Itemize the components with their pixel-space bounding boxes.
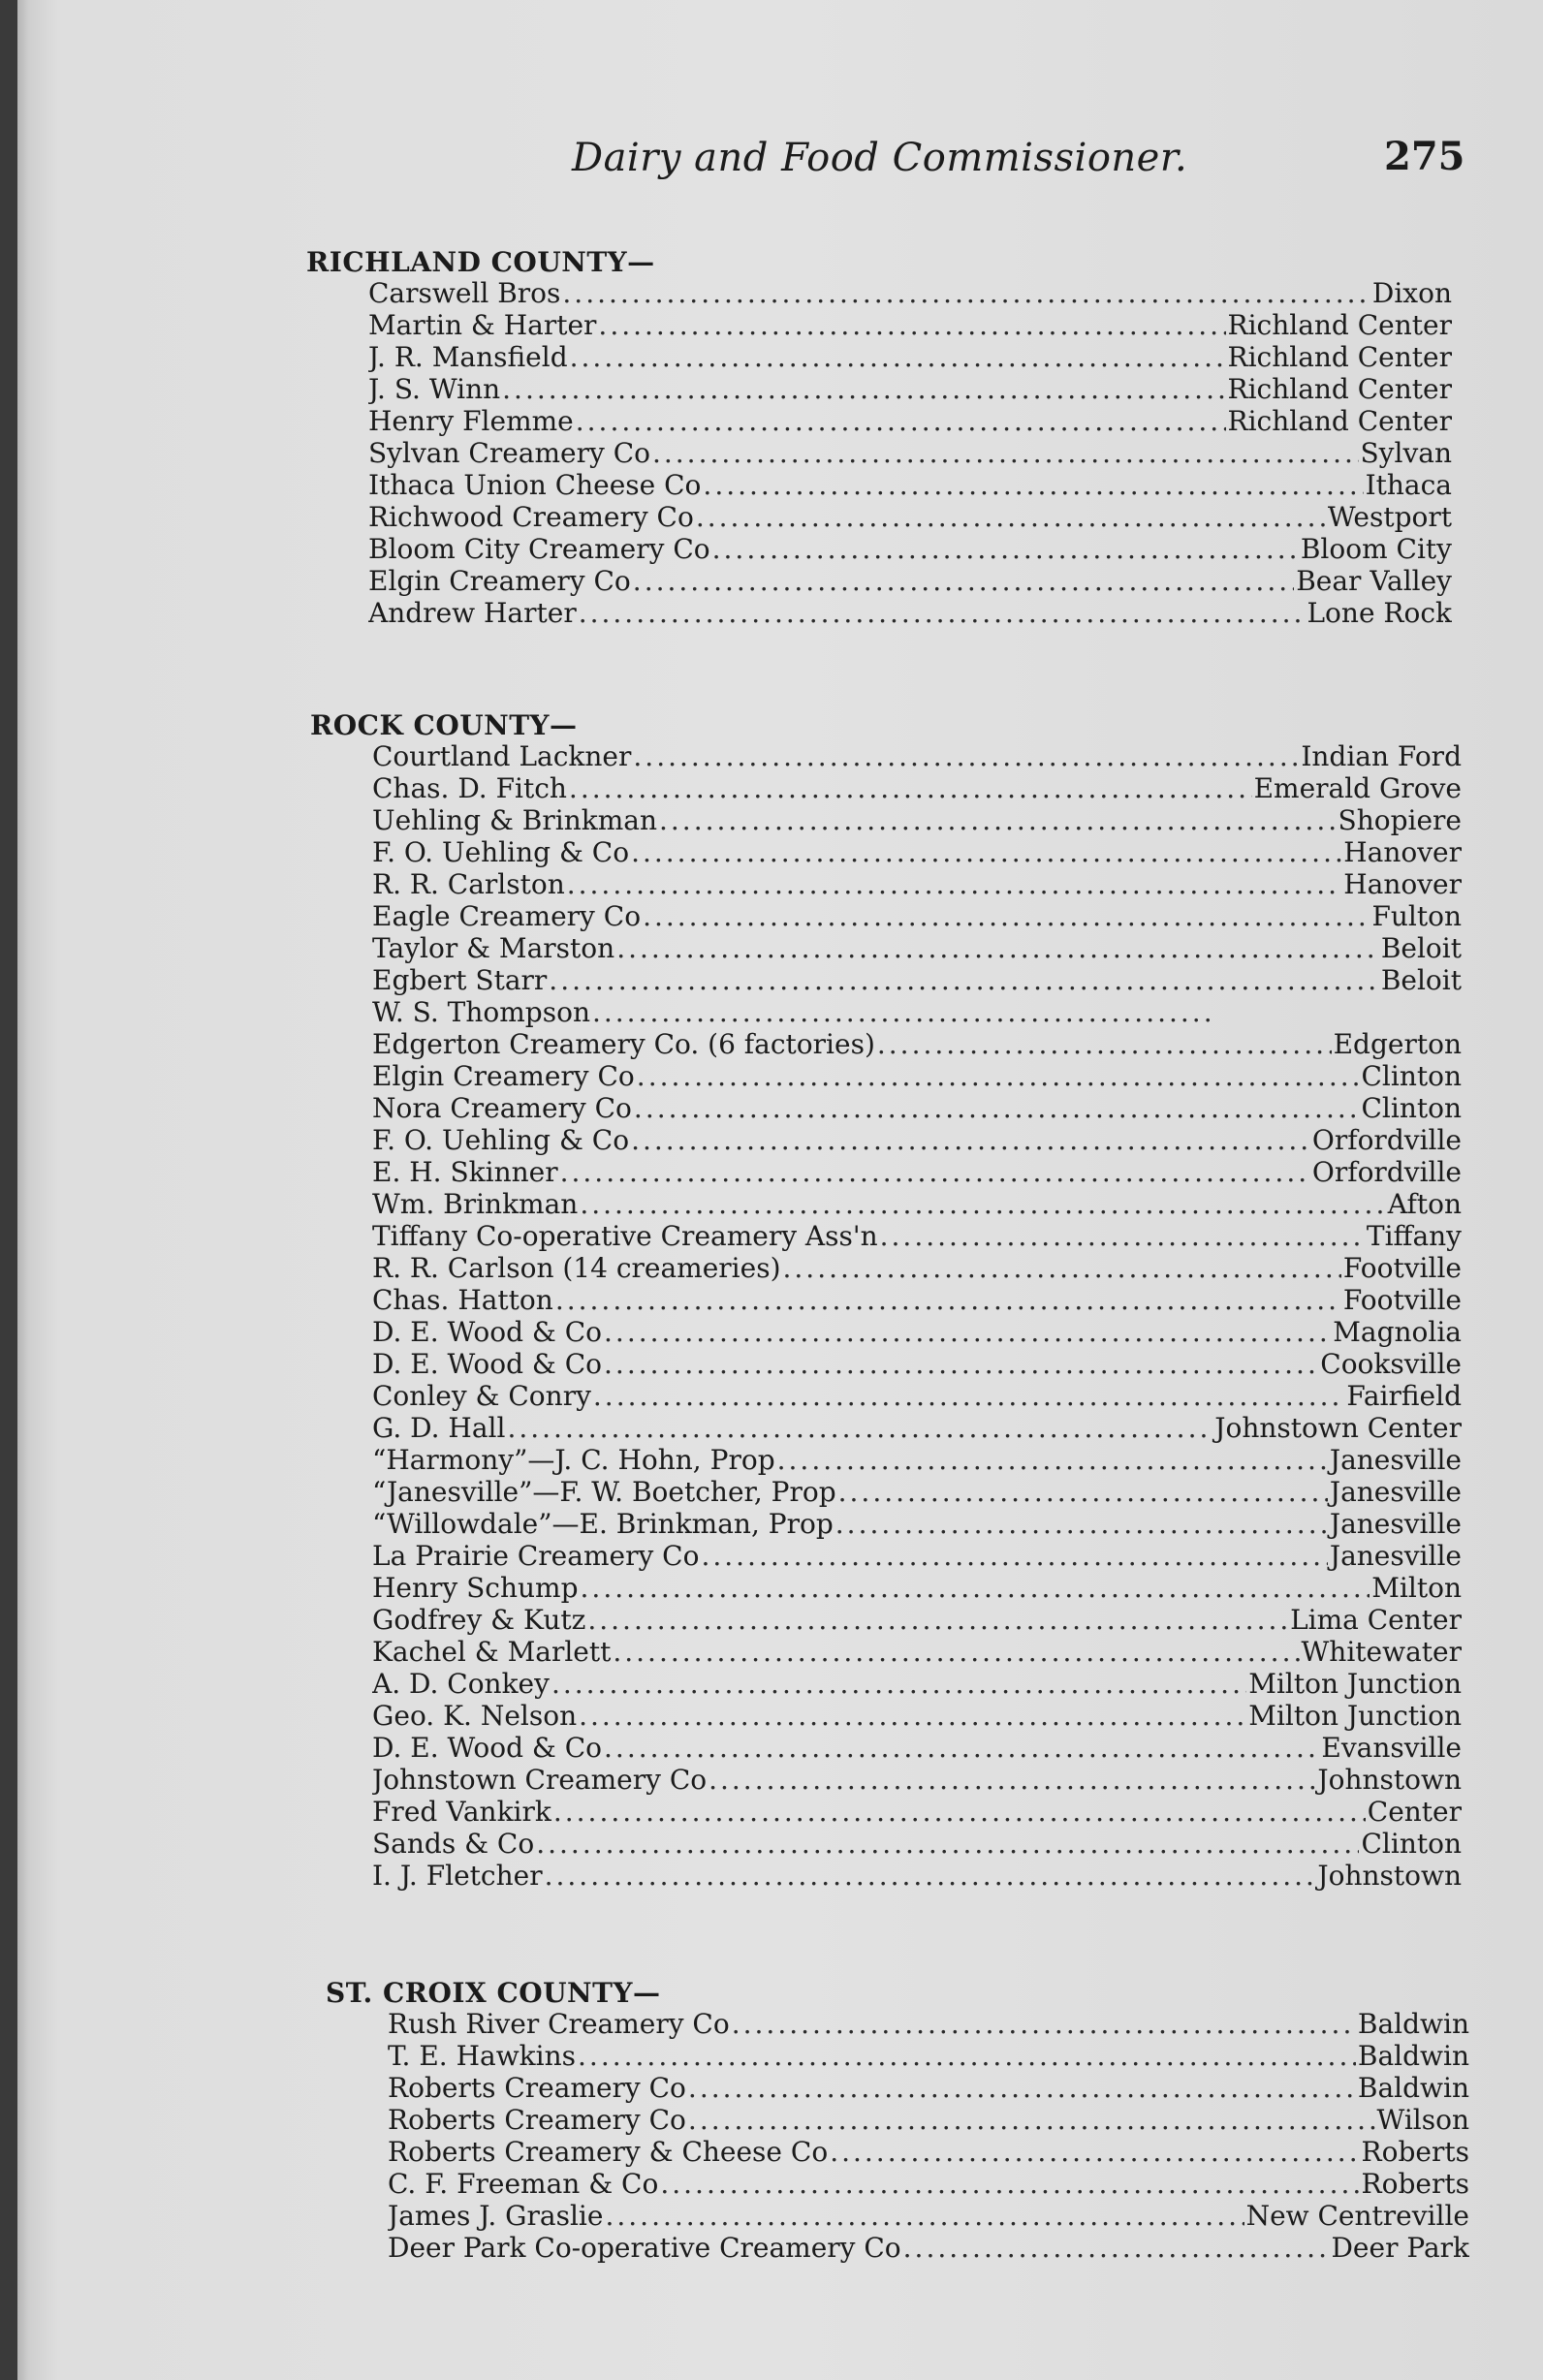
dot-leader bbox=[709, 1764, 1315, 1796]
dot-leader bbox=[581, 1572, 1370, 1604]
creamery-name: T. E. Hawkins bbox=[388, 2040, 577, 2072]
location-name: Fulton bbox=[1371, 900, 1462, 932]
creamery-name: Geo. K. Nelson bbox=[372, 1700, 578, 1732]
section-richland-county bbox=[306, 246, 1452, 629]
location-name: Afton bbox=[1387, 1188, 1462, 1220]
dot-leader bbox=[576, 405, 1226, 437]
directory-entry bbox=[388, 2072, 1469, 2104]
location-name: Richland Center bbox=[1227, 309, 1452, 341]
dot-leader bbox=[838, 1476, 1328, 1508]
location-name: Clinton bbox=[1361, 1060, 1462, 1092]
section-rock-county bbox=[310, 709, 1462, 1892]
location-name: Fairfield bbox=[1346, 1380, 1462, 1412]
directory-entry bbox=[372, 1220, 1462, 1252]
creamery-name: I. J. Fletcher bbox=[372, 1860, 543, 1892]
location-name: Beloit bbox=[1380, 932, 1462, 964]
creamery-name: “Willowdale”—E. Brinkman, Prop bbox=[372, 1508, 834, 1540]
creamery-name: Uehling & Brinkman bbox=[372, 804, 657, 836]
location-name: Ithaca bbox=[1365, 469, 1452, 501]
directory-entry bbox=[372, 1124, 1462, 1156]
directory-entry bbox=[388, 2168, 1469, 2200]
dot-leader bbox=[688, 2072, 1356, 2104]
location-name: Indian Ford bbox=[1301, 740, 1462, 772]
location-name: Lima Center bbox=[1290, 1604, 1462, 1636]
dot-leader bbox=[604, 1732, 1319, 1764]
directory-entry bbox=[372, 1444, 1462, 1476]
creamery-name: Roberts Creamery & Cheese Co bbox=[388, 2136, 829, 2168]
creamery-name: D. E. Wood & Co bbox=[372, 1732, 603, 1764]
creamery-name: Elgin Creamery Co bbox=[368, 565, 631, 597]
creamery-name: “Harmony”—J. C. Hohn, Prop bbox=[372, 1444, 775, 1476]
section-title: ROCK COUNTY— bbox=[310, 709, 578, 741]
creamery-name: Nora Creamery Co bbox=[372, 1092, 632, 1124]
directory-entry bbox=[368, 501, 1452, 533]
directory-entry bbox=[372, 1156, 1462, 1188]
directory-entry bbox=[372, 1700, 1462, 1732]
creamery-name: Fred Vankirk bbox=[372, 1796, 551, 1828]
dot-leader bbox=[880, 1220, 1365, 1252]
dot-leader bbox=[643, 900, 1370, 932]
location-name: Emerald Grove bbox=[1253, 772, 1462, 804]
dot-leader bbox=[783, 1252, 1341, 1284]
location-name: Dixon bbox=[1371, 277, 1452, 309]
directory-entry bbox=[372, 1732, 1462, 1764]
directory-entry bbox=[372, 1636, 1462, 1668]
creamery-name: Ithaca Union Cheese Co bbox=[368, 469, 702, 501]
location-name: Milton Junction bbox=[1248, 1700, 1462, 1732]
dot-leader bbox=[598, 309, 1225, 341]
location-name: Shopiere bbox=[1338, 804, 1462, 836]
creamery-name: Tiffany Co-operative Creamery Ass'n bbox=[372, 1220, 878, 1252]
directory-entry bbox=[372, 836, 1462, 868]
location-name: Footville bbox=[1342, 1284, 1462, 1316]
creamery-name: W. S. Thompson bbox=[372, 996, 590, 1028]
directory-entry bbox=[372, 1828, 1462, 1860]
creamery-name: Andrew Harter bbox=[368, 597, 577, 629]
creamery-name: Henry Flemme bbox=[368, 405, 574, 437]
dot-leader bbox=[631, 836, 1341, 868]
directory-entry bbox=[388, 2136, 1469, 2168]
dot-leader bbox=[578, 2040, 1356, 2072]
location-name: Bear Valley bbox=[1296, 565, 1452, 597]
dot-leader bbox=[633, 565, 1294, 597]
directory-entry bbox=[372, 1476, 1462, 1508]
dot-leader bbox=[569, 772, 1252, 804]
dot-leader bbox=[536, 1828, 1359, 1860]
creamery-name: F. O. Uehling & Co bbox=[372, 836, 630, 868]
creamery-name: Martin & Harter bbox=[368, 309, 597, 341]
directory-entry bbox=[368, 309, 1452, 341]
dot-leader bbox=[659, 804, 1337, 836]
directory-entry bbox=[372, 1316, 1462, 1348]
location-name: Bloom City bbox=[1300, 533, 1452, 565]
location-name: Johnstown bbox=[1317, 1860, 1462, 1892]
creamery-name: Elgin Creamery Co bbox=[372, 1060, 635, 1092]
running-head: Dairy and Food Commissioner. bbox=[572, 136, 1188, 180]
dot-leader bbox=[634, 1092, 1360, 1124]
dot-leader bbox=[604, 1316, 1331, 1348]
dot-leader bbox=[587, 1604, 1288, 1636]
location-name: Baldwin bbox=[1357, 2072, 1469, 2104]
dot-leader bbox=[579, 597, 1306, 629]
directory-entry bbox=[372, 1796, 1462, 1828]
dot-leader bbox=[613, 1636, 1299, 1668]
directory-entry bbox=[388, 2200, 1469, 2232]
directory-entry bbox=[372, 1668, 1462, 1700]
creamery-name: E. H. Skinner bbox=[372, 1156, 558, 1188]
location-name: Orfordville bbox=[1311, 1156, 1462, 1188]
location-name: Janesville bbox=[1329, 1444, 1462, 1476]
dot-leader bbox=[593, 1380, 1344, 1412]
creamery-name: Chas. D. Fitch bbox=[372, 772, 567, 804]
creamery-name: Roberts Creamery Co bbox=[388, 2104, 686, 2136]
location-name: Evansville bbox=[1321, 1732, 1462, 1764]
directory-entry bbox=[372, 996, 1462, 1028]
creamery-name: D. E. Wood & Co bbox=[372, 1348, 603, 1380]
creamery-name: Kachel & Marlett bbox=[372, 1636, 612, 1668]
location-name: Tiffany bbox=[1366, 1220, 1462, 1252]
location-name: Johnstown bbox=[1317, 1764, 1462, 1796]
location-name: Lone Rock bbox=[1307, 597, 1452, 629]
location-name: Clinton bbox=[1361, 1828, 1462, 1860]
dot-leader bbox=[877, 1028, 1332, 1060]
creamery-name: G. D. Hall bbox=[372, 1412, 506, 1444]
location-name: Clinton bbox=[1361, 1092, 1462, 1124]
location-name: Orfordville bbox=[1311, 1124, 1462, 1156]
dot-leader bbox=[545, 1860, 1316, 1892]
book-spine-shadow bbox=[0, 0, 17, 2380]
location-name: Richland Center bbox=[1227, 341, 1452, 373]
creamery-name: Eagle Creamery Co bbox=[372, 900, 642, 932]
directory-entry bbox=[368, 373, 1452, 405]
creamery-name: Carswell Bros bbox=[368, 277, 561, 309]
directory-entry bbox=[372, 772, 1462, 804]
dot-leader bbox=[507, 1412, 1212, 1444]
dot-leader bbox=[696, 501, 1326, 533]
dot-leader bbox=[567, 868, 1341, 900]
dot-leader bbox=[592, 996, 1212, 1028]
directory-entry bbox=[368, 533, 1452, 565]
directory-entry bbox=[368, 597, 1452, 629]
directory-entry bbox=[372, 900, 1462, 932]
dot-leader bbox=[580, 1188, 1385, 1220]
creamery-name: Taylor & Marston bbox=[372, 932, 615, 964]
creamery-name: “Janesville”—F. W. Boetcher, Prop bbox=[372, 1476, 836, 1508]
dot-leader bbox=[830, 2136, 1359, 2168]
dot-leader bbox=[605, 2200, 1244, 2232]
creamery-name: Godfrey & Kutz bbox=[372, 1604, 586, 1636]
directory-entry bbox=[372, 932, 1462, 964]
directory-entry bbox=[372, 1284, 1462, 1316]
location-name: Hanover bbox=[1343, 868, 1462, 900]
creamery-name: R. R. Carlston bbox=[372, 868, 565, 900]
dot-leader bbox=[570, 341, 1226, 373]
directory-entry bbox=[372, 868, 1462, 900]
dot-leader bbox=[633, 740, 1299, 772]
dot-leader bbox=[562, 277, 1370, 309]
dot-leader bbox=[631, 1124, 1310, 1156]
location-name: Milton Junction bbox=[1248, 1668, 1462, 1700]
directory-entry bbox=[372, 1060, 1462, 1092]
directory-entry bbox=[368, 565, 1452, 597]
creamery-name: A. D. Conkey bbox=[372, 1668, 550, 1700]
creamery-name: Sands & Co bbox=[372, 1828, 535, 1860]
directory-entry bbox=[372, 1764, 1462, 1796]
directory-entry bbox=[372, 1412, 1462, 1444]
location-name: Hanover bbox=[1343, 836, 1462, 868]
directory-entry bbox=[368, 341, 1452, 373]
creamery-name: Wm. Brinkman bbox=[372, 1188, 579, 1220]
directory-entry bbox=[372, 1572, 1462, 1604]
creamery-name: R. R. Carlson (14 creameries) bbox=[372, 1252, 781, 1284]
location-name: Roberts bbox=[1361, 2136, 1469, 2168]
location-name: Janesville bbox=[1329, 1508, 1462, 1540]
location-name: Center bbox=[1367, 1796, 1462, 1828]
section-title: ST. CROIX COUNTY— bbox=[326, 1977, 661, 2009]
location-name: Wilson bbox=[1376, 2104, 1469, 2136]
location-name: Richland Center bbox=[1227, 405, 1452, 437]
dot-leader bbox=[553, 1796, 1366, 1828]
location-name: Cooksville bbox=[1320, 1348, 1462, 1380]
directory-entry bbox=[372, 1540, 1462, 1572]
creamery-name: Chas. Hatton bbox=[372, 1284, 553, 1316]
page-number: 275 bbox=[1384, 134, 1465, 179]
location-name: Baldwin bbox=[1357, 2008, 1469, 2040]
location-name: Milton bbox=[1371, 1572, 1462, 1604]
creamery-name: Richwood Creamery Co bbox=[368, 501, 694, 533]
location-name: Baldwin bbox=[1357, 2040, 1469, 2072]
location-name: New Centreville bbox=[1245, 2200, 1469, 2232]
section-st-croix-county bbox=[326, 1977, 1469, 2264]
directory-entry bbox=[388, 2008, 1469, 2040]
creamery-name: Rush River Creamery Co bbox=[388, 2008, 730, 2040]
section-title: RICHLAND COUNTY— bbox=[306, 246, 655, 278]
dot-leader bbox=[652, 437, 1359, 469]
directory-entry bbox=[388, 2040, 1469, 2072]
creamery-name: F. O. Uehling & Co bbox=[372, 1124, 630, 1156]
dot-leader bbox=[604, 1348, 1318, 1380]
dot-leader bbox=[688, 2104, 1375, 2136]
creamery-name: Roberts Creamery Co bbox=[388, 2072, 686, 2104]
location-name: Whitewater bbox=[1301, 1636, 1462, 1668]
dot-leader bbox=[712, 533, 1299, 565]
directory-entry bbox=[372, 804, 1462, 836]
directory-entry bbox=[368, 405, 1452, 437]
creamery-name: Courtland Lackner bbox=[372, 740, 632, 772]
directory-entry bbox=[372, 1252, 1462, 1284]
location-name: Westport bbox=[1327, 501, 1452, 533]
creamery-name: Deer Park Co-operative Creamery Co bbox=[388, 2232, 901, 2264]
location-name: Richland Center bbox=[1227, 373, 1452, 405]
creamery-name: Sylvan Creamery Co bbox=[368, 437, 650, 469]
directory-entry bbox=[368, 277, 1452, 309]
location-name: Edgerton bbox=[1333, 1028, 1462, 1060]
location-name: Janesville bbox=[1329, 1476, 1462, 1508]
directory-entry bbox=[372, 1028, 1462, 1060]
directory-entry bbox=[372, 1508, 1462, 1540]
creamery-name: J. R. Mansfield bbox=[368, 341, 568, 373]
directory-entry bbox=[372, 1604, 1462, 1636]
dot-leader bbox=[703, 469, 1363, 501]
dot-leader bbox=[903, 2232, 1330, 2264]
dot-leader bbox=[579, 1700, 1246, 1732]
dot-leader bbox=[660, 2168, 1359, 2200]
dot-leader bbox=[551, 1668, 1246, 1700]
directory-entry bbox=[368, 469, 1452, 501]
dot-leader bbox=[701, 1540, 1327, 1572]
location-name: Deer Park bbox=[1331, 2232, 1469, 2264]
directory-entry bbox=[388, 2232, 1469, 2264]
dot-leader bbox=[502, 373, 1225, 405]
directory-entry bbox=[372, 1380, 1462, 1412]
entry-list bbox=[368, 277, 1452, 629]
directory-entry bbox=[372, 964, 1462, 996]
location-name: Beloit bbox=[1380, 964, 1462, 996]
creamery-name: Bloom City Creamery Co bbox=[368, 533, 710, 565]
directory-entry bbox=[372, 740, 1462, 772]
entry-list bbox=[388, 2008, 1469, 2264]
directory-entry bbox=[368, 437, 1452, 469]
dot-leader bbox=[637, 1060, 1360, 1092]
dot-leader bbox=[555, 1284, 1341, 1316]
creamery-name: C. F. Freeman & Co bbox=[388, 2168, 659, 2200]
location-name: Johnstown Center bbox=[1214, 1412, 1462, 1444]
dot-leader bbox=[549, 964, 1379, 996]
dot-leader bbox=[777, 1444, 1328, 1476]
dot-leader bbox=[732, 2008, 1356, 2040]
directory-entry bbox=[388, 2104, 1469, 2136]
dot-leader bbox=[560, 1156, 1310, 1188]
dot-leader bbox=[616, 932, 1379, 964]
creamery-name: Conley & Conry bbox=[372, 1380, 591, 1412]
creamery-name: Johnstown Creamery Co bbox=[372, 1764, 708, 1796]
location-name: Magnolia bbox=[1333, 1316, 1462, 1348]
location-name: Sylvan bbox=[1360, 437, 1452, 469]
dot-leader bbox=[835, 1508, 1328, 1540]
creamery-name: James J. Graslie bbox=[388, 2200, 604, 2232]
location-name: Footville bbox=[1342, 1252, 1462, 1284]
entry-list bbox=[372, 740, 1462, 1892]
creamery-name: Edgerton Creamery Co. (6 factories) bbox=[372, 1028, 875, 1060]
location-name: Janesville bbox=[1329, 1540, 1462, 1572]
directory-entry bbox=[372, 1348, 1462, 1380]
creamery-name: D. E. Wood & Co bbox=[372, 1316, 603, 1348]
location-name: Roberts bbox=[1361, 2168, 1469, 2200]
creamery-name: La Prairie Creamery Co bbox=[372, 1540, 700, 1572]
creamery-name: Egbert Starr bbox=[372, 964, 548, 996]
directory-entry bbox=[372, 1092, 1462, 1124]
creamery-name: Henry Schump bbox=[372, 1572, 579, 1604]
directory-entry bbox=[372, 1860, 1462, 1892]
directory-entry bbox=[372, 1188, 1462, 1220]
creamery-name: J. S. Winn bbox=[368, 373, 501, 405]
